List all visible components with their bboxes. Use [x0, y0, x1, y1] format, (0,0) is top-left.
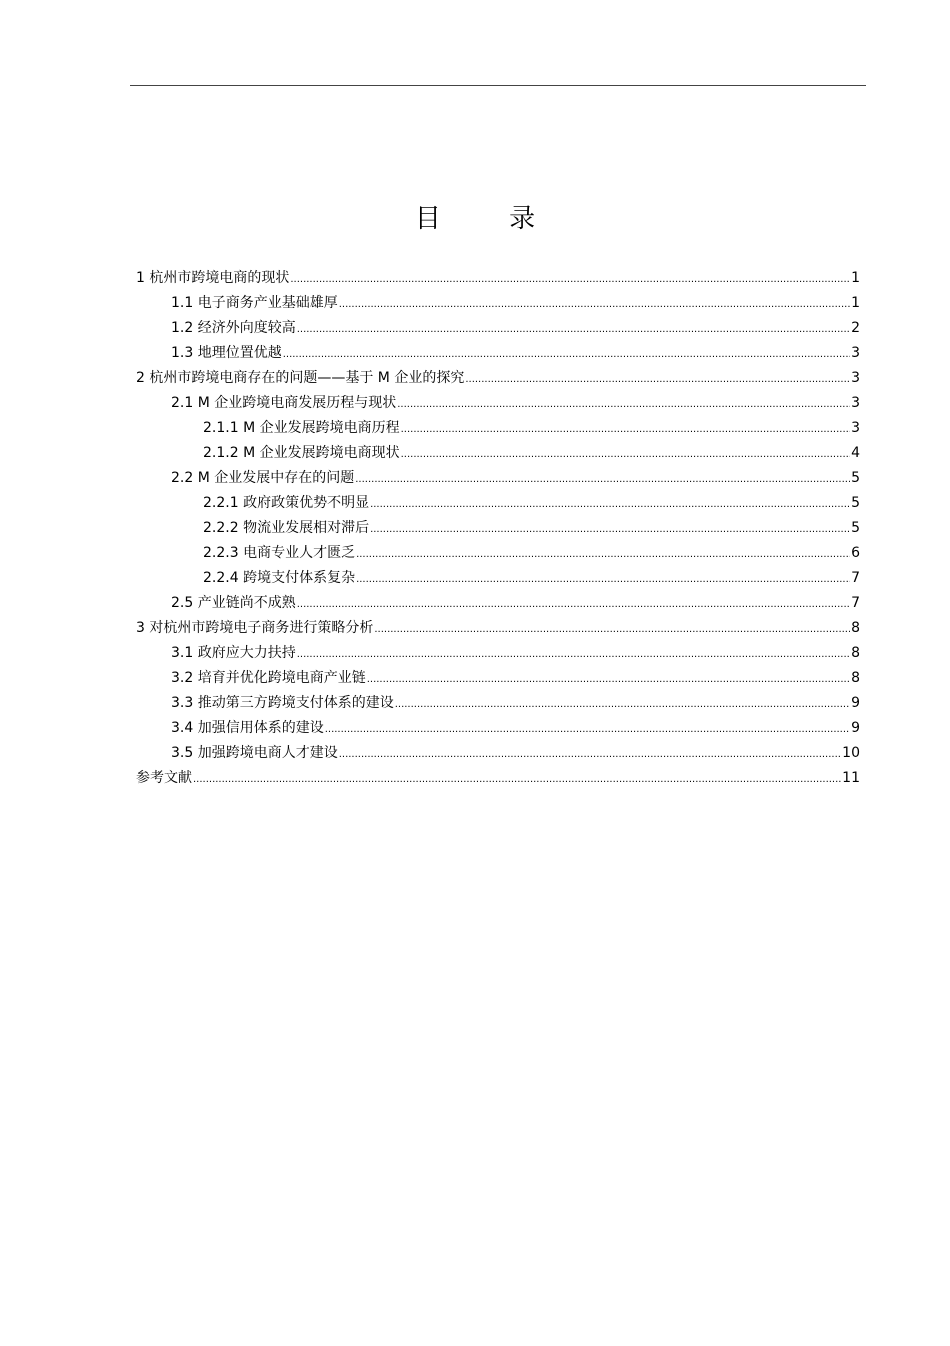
toc-entry[interactable]	[136, 541, 860, 566]
toc-entry[interactable]	[136, 391, 860, 416]
toc-entry-page: 9	[851, 695, 860, 711]
toc-entry-label: 1 杭州市跨境电商的现状	[136, 270, 290, 286]
toc-entry-label: 3.4 加强信用体系的建设	[171, 720, 324, 736]
toc-entry-label: 3.3 推动第三方跨境支付体系的建设	[171, 695, 394, 711]
table-of-contents	[136, 266, 860, 791]
toc-entry-label: 2 杭州市跨境电商存在的问题——基于 M 企业的探究	[136, 370, 465, 386]
toc-entry-page: 1	[851, 270, 860, 286]
toc-entry-label: 1.1 电子商务产业基础雄厚	[171, 295, 338, 311]
toc-entry[interactable]	[136, 716, 860, 741]
toc-entry-page: 8	[851, 670, 860, 686]
toc-entry-page: 5	[851, 470, 860, 486]
toc-entry-page: 3	[851, 420, 860, 436]
toc-entry-label: 3 对杭州市跨境电子商务进行策略分析	[136, 620, 374, 636]
toc-entry-page: 5	[851, 495, 860, 511]
toc-entry[interactable]	[136, 566, 860, 591]
toc-entry-label: 3.5 加强跨境电商人才建设	[171, 745, 338, 761]
toc-entry-label: 2.2.3 电商专业人才匮乏	[203, 545, 356, 561]
toc-entry-page: 1	[851, 295, 860, 311]
toc-entry-page: 5	[851, 520, 860, 536]
toc-entry-label: 2.2.2 物流业发展相对滞后	[203, 520, 370, 536]
toc-entry[interactable]	[136, 466, 860, 491]
toc-dot-leader	[395, 692, 850, 717]
toc-entry[interactable]	[136, 641, 860, 666]
toc-entry-page: 8	[851, 620, 860, 636]
toc-entry-label: 2.5 产业链尚不成熟	[171, 595, 296, 611]
toc-entry[interactable]	[136, 316, 860, 341]
toc-dot-leader	[374, 617, 850, 642]
toc-entry-page: 7	[851, 595, 860, 611]
toc-entry[interactable]	[136, 441, 860, 466]
toc-entry[interactable]	[136, 516, 860, 541]
toc-entry-page: 3	[851, 395, 860, 411]
toc-dot-leader	[193, 767, 841, 792]
toc-entry-label: 2.2.4 跨境支付体系复杂	[203, 570, 356, 586]
toc-entry-page: 9	[851, 720, 860, 736]
toc-dot-leader	[397, 392, 850, 417]
toc-dot-leader	[401, 442, 850, 467]
toc-entry[interactable]	[136, 616, 860, 641]
toc-entry-label: 3.2 培育并优化跨境电商产业链	[171, 670, 366, 686]
toc-entry[interactable]	[136, 666, 860, 691]
toc-dot-leader	[297, 317, 850, 342]
toc-entry-page: 2	[851, 320, 860, 336]
toc-entry-page: 10	[842, 745, 860, 761]
toc-dot-leader	[339, 742, 841, 767]
toc-entry-label: 2.2.1 政府政策优势不明显	[203, 495, 370, 511]
toc-entry[interactable]	[136, 591, 860, 616]
toc-dot-leader	[339, 292, 850, 317]
toc-dot-leader	[297, 642, 850, 667]
toc-entry-page: 3	[851, 370, 860, 386]
toc-entry-page: 3	[851, 345, 860, 361]
toc-entry-page: 7	[851, 570, 860, 586]
toc-dot-leader	[297, 592, 850, 617]
toc-dot-leader	[356, 567, 850, 592]
toc-entry[interactable]	[136, 491, 860, 516]
toc-entry-page: 8	[851, 645, 860, 661]
toc-dot-leader	[325, 717, 850, 742]
toc-entry-label: 2.1.2 M 企业发展跨境电商现状	[203, 445, 400, 461]
toc-title: 目 录	[414, 204, 566, 234]
toc-entry-label: 1.2 经济外向度较高	[171, 320, 296, 336]
toc-dot-leader	[355, 467, 850, 492]
toc-dot-leader	[283, 342, 850, 367]
toc-entry[interactable]	[136, 766, 860, 791]
toc-dot-leader	[370, 492, 850, 517]
toc-entry[interactable]	[136, 741, 860, 766]
toc-entry[interactable]	[136, 266, 860, 291]
toc-entry[interactable]	[136, 416, 860, 441]
toc-entry-page: 11	[842, 770, 860, 786]
toc-entry[interactable]	[136, 291, 860, 316]
toc-entry[interactable]	[136, 341, 860, 366]
toc-dot-leader	[367, 667, 850, 692]
toc-entry[interactable]	[136, 691, 860, 716]
header-rule	[130, 85, 866, 86]
toc-dot-leader	[290, 267, 850, 292]
toc-entry-page: 4	[851, 445, 860, 461]
toc-entry-label: 2.1 M 企业跨境电商发展历程与现状	[171, 395, 397, 411]
toc-dot-leader	[356, 542, 850, 567]
toc-entry-label: 1.3 地理位置优越	[171, 345, 282, 361]
toc-dot-leader	[370, 517, 850, 542]
toc-entry-label: 2.2 M 企业发展中存在的问题	[171, 470, 355, 486]
toc-dot-leader	[465, 367, 850, 392]
toc-entry-page: 6	[851, 545, 860, 561]
toc-entry-label: 3.1 政府应大力扶持	[171, 645, 296, 661]
toc-dot-leader	[401, 417, 850, 442]
toc-entry-label: 参考文献	[136, 770, 192, 786]
toc-entry-label: 2.1.1 M 企业发展跨境电商历程	[203, 420, 400, 436]
toc-entry[interactable]	[136, 366, 860, 391]
